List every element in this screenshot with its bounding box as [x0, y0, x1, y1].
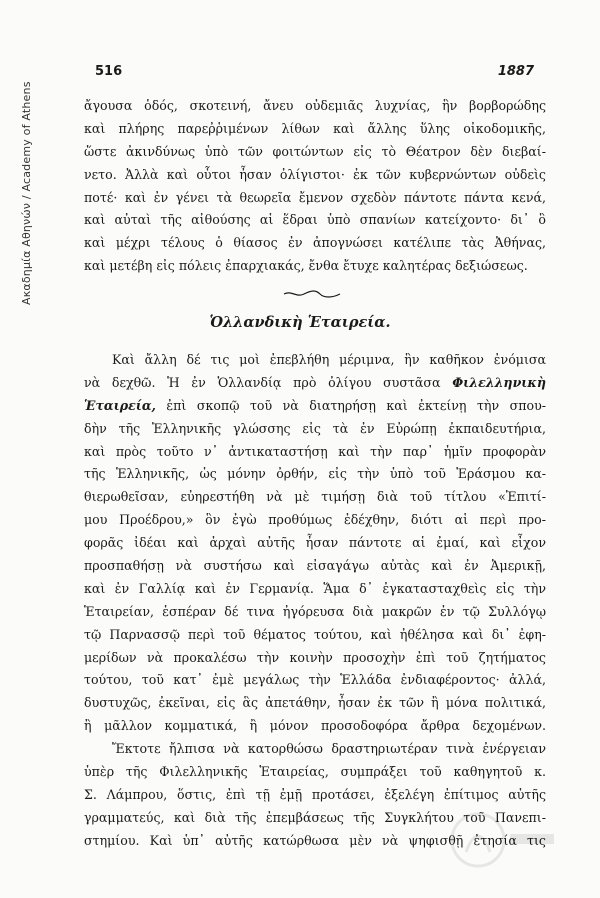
page-header	[95, 64, 534, 84]
text-line: φορᾶς ἰδέαι καὶ ἀρχαὶ αὐτῆς ἦσαν πάντοτε αἱ ἐμαί, καὶ εἶχον	[84, 535, 546, 551]
ornamental-divider	[282, 290, 342, 298]
society-name-emphasis: Ἑταιρεία,	[84, 397, 156, 413]
text-line: Σ. Λάμπρου, ὅστις, ἐπὶ τῇ ἐμῇ προτάσει, ἐξελέγη ἐπίτιμος αὐτῆς	[84, 786, 546, 802]
text-line: Ἑταιρείαν, ἑσπέραν δέ τινα ἠγόρευσα διὰ μακρῶν ἐν τῷ Συλλόγῳ	[84, 603, 546, 619]
text-line: μου Προέδρου,» ὃν ἐγὼ προθύμως ἐδέχθην, διότι αἱ περὶ προ-	[84, 512, 546, 528]
text-line: καὶ μέχρι τέλους ὁ θίασος ἐν ἀπογνώσει κατέλιπε τὰς Ἀθήνας,	[84, 235, 546, 251]
text-line: ποτέ· καὶ ἐν γένει τὰ θεωρεῖα ἔμενον σχεδὸν πάντοτε πάντα κενά,	[84, 189, 546, 205]
text-line: τῆς Ἑλληνικῆς, ὡς μόνην ὀρθήν, εἰς τὴν ὑπὸ τοῦ Ἐράσμου κα-	[84, 466, 546, 482]
text-line: ἄγουσα ὁδός, σκοτεινή, ἄνευ οὐδεμιᾶς λυχνίας, ἣν βορβορώδης	[84, 98, 546, 113]
society-name-emphasis: Φιλελληνικὴ	[452, 374, 546, 390]
text-line: καὶ πλήρης παρεῤῥιμένων λίθων καὶ ἄλλης ὕλης οἰκοδομικῆς,	[84, 120, 546, 136]
text-line: θιερωθεῖσαν, εὐηρεστήθη νὰ μὲ τιμήσῃ διὰ τοῦ τίτλου «Ἐπιτί-	[84, 489, 546, 505]
text-line: καὶ ἐν Γαλλίᾳ καὶ ἐν Γερμανίᾳ. Ἅμα δ᾽ ἐγκατασταχθεὶς εἰς τὴν	[84, 580, 546, 596]
text-line: ὑπὲρ τῆς Φιλελληνικῆς Ἑταιρείας, συμπράξει τοῦ καθηγητοῦ κ.	[84, 764, 546, 780]
text-line	[84, 395, 546, 418]
text-line: προσπαθήσῃ νὰ συστήσω καὶ εἰσαγάγω αὐτὰς καὶ ἐν Ἀμερικῇ,	[84, 558, 546, 574]
side-watermark: Ακαδημία Αθηνών / Academy of Athens	[20, 81, 33, 305]
text-line: τῷ Παρνασσῷ περὶ τοῦ θέματος τούτου, καὶ ἠθέλησα καὶ δι᾽ ἐφη-	[84, 626, 546, 642]
text-line	[84, 372, 546, 395]
text-line: Ἔκτοτε ἤλπισα νὰ κατορθώσω δραστηριωτέραν τινὰ ἐνέργειαν	[112, 741, 546, 757]
text-line: Καὶ ἄλλη δέ τις μοὶ ἐπεβλήθη μέριμνα, ἣν καθῆκον ἐνόμισα	[112, 352, 546, 367]
paragraph-2	[84, 349, 546, 853]
text-line: τούτου, τοῦ κατ᾽ ἐμὲ μεγάλως τὴν Ἑλλάδα ἐνδιαφέροντος· ἀλλά,	[84, 672, 546, 688]
text-run: ἐπὶ σκοπῷ τοῦ νὰ διατηρήσῃ καὶ ἐκτείνῃ τὴν σπου-	[155, 397, 546, 413]
text-line: στημίου. Καὶ ὑπ᾽ αὐτῆς κατώρθωσα μὲν νὰ ψηφισθῇ ἐτησία τις	[84, 832, 546, 848]
text-line: ἢ μᾶλλον κομματικά, ἢ μόνον προσοδοφόρα ἄρθρα δεχομένων.	[84, 718, 546, 734]
text-line: γραμματεύς, καὶ διὰ τῆς ἐπεμβάσεως τῆς Συγκλήτου τοῦ Πανεπι-	[84, 809, 546, 825]
running-year: 1887	[497, 64, 534, 79]
faint-library-stamp	[448, 800, 558, 880]
text-line: καὶ αὐταὶ τῆς αἰθούσης αἱ ἕδραι ὑπὸ σπανίων κατείχοντο· δι᾽ ὃ	[84, 212, 546, 228]
page-number: 516	[95, 64, 123, 79]
text-line: δὴν τῆς Ἑλληνικῆς γλώσσης εἰς τὰ ἐν Εὐρώπῃ ἐκπαιδευτήρια,	[84, 420, 546, 436]
text-line: καὶ πρὸς τοῦτο ν᾽ ἀντικαταστήσῃ καὶ τὴν παρ᾽ ἡμῖν προφορὰν	[84, 443, 546, 459]
text-line: μερίδων νὰ προκαλέσω τὴν κοινὴν προσοχὴν ἐπὶ τοῦ ζητήματος	[84, 649, 546, 665]
text-line: δυστυχῶς, ἐκεῖναι, εἰς ἃς ἀπετάθην, ἦσαν ἐκ τῶν ἢ μόνα πολιτικά,	[84, 695, 546, 711]
paragraph-1	[84, 95, 546, 278]
text-line: ὥστε ἀκινδύνως ὑπὸ τῶν φοιτώντων εἰς τὸ Θέατρον δὲν διεβαί-	[84, 143, 546, 159]
text-run: νὰ δεχθῶ. Ἡ ἐν Ὁλλανδίᾳ πρὸ ὀλίγου συστᾶσα	[84, 374, 453, 390]
text-line: καὶ μετέβη εἰς πόλεις ἐπαρχιακάς, ἔνθα ἔτυχε καλητέρας δεξιώσεως.	[84, 258, 528, 274]
section-title: Ὁλλανδικὴ Ἑταιρεία.	[209, 314, 391, 331]
text-line: νετο. Ἀλλὰ καὶ οὗτοι ἦσαν ὀλίγιστοι· ἐκ τῶν κυβερνώντων οὐδεὶς	[84, 166, 546, 182]
